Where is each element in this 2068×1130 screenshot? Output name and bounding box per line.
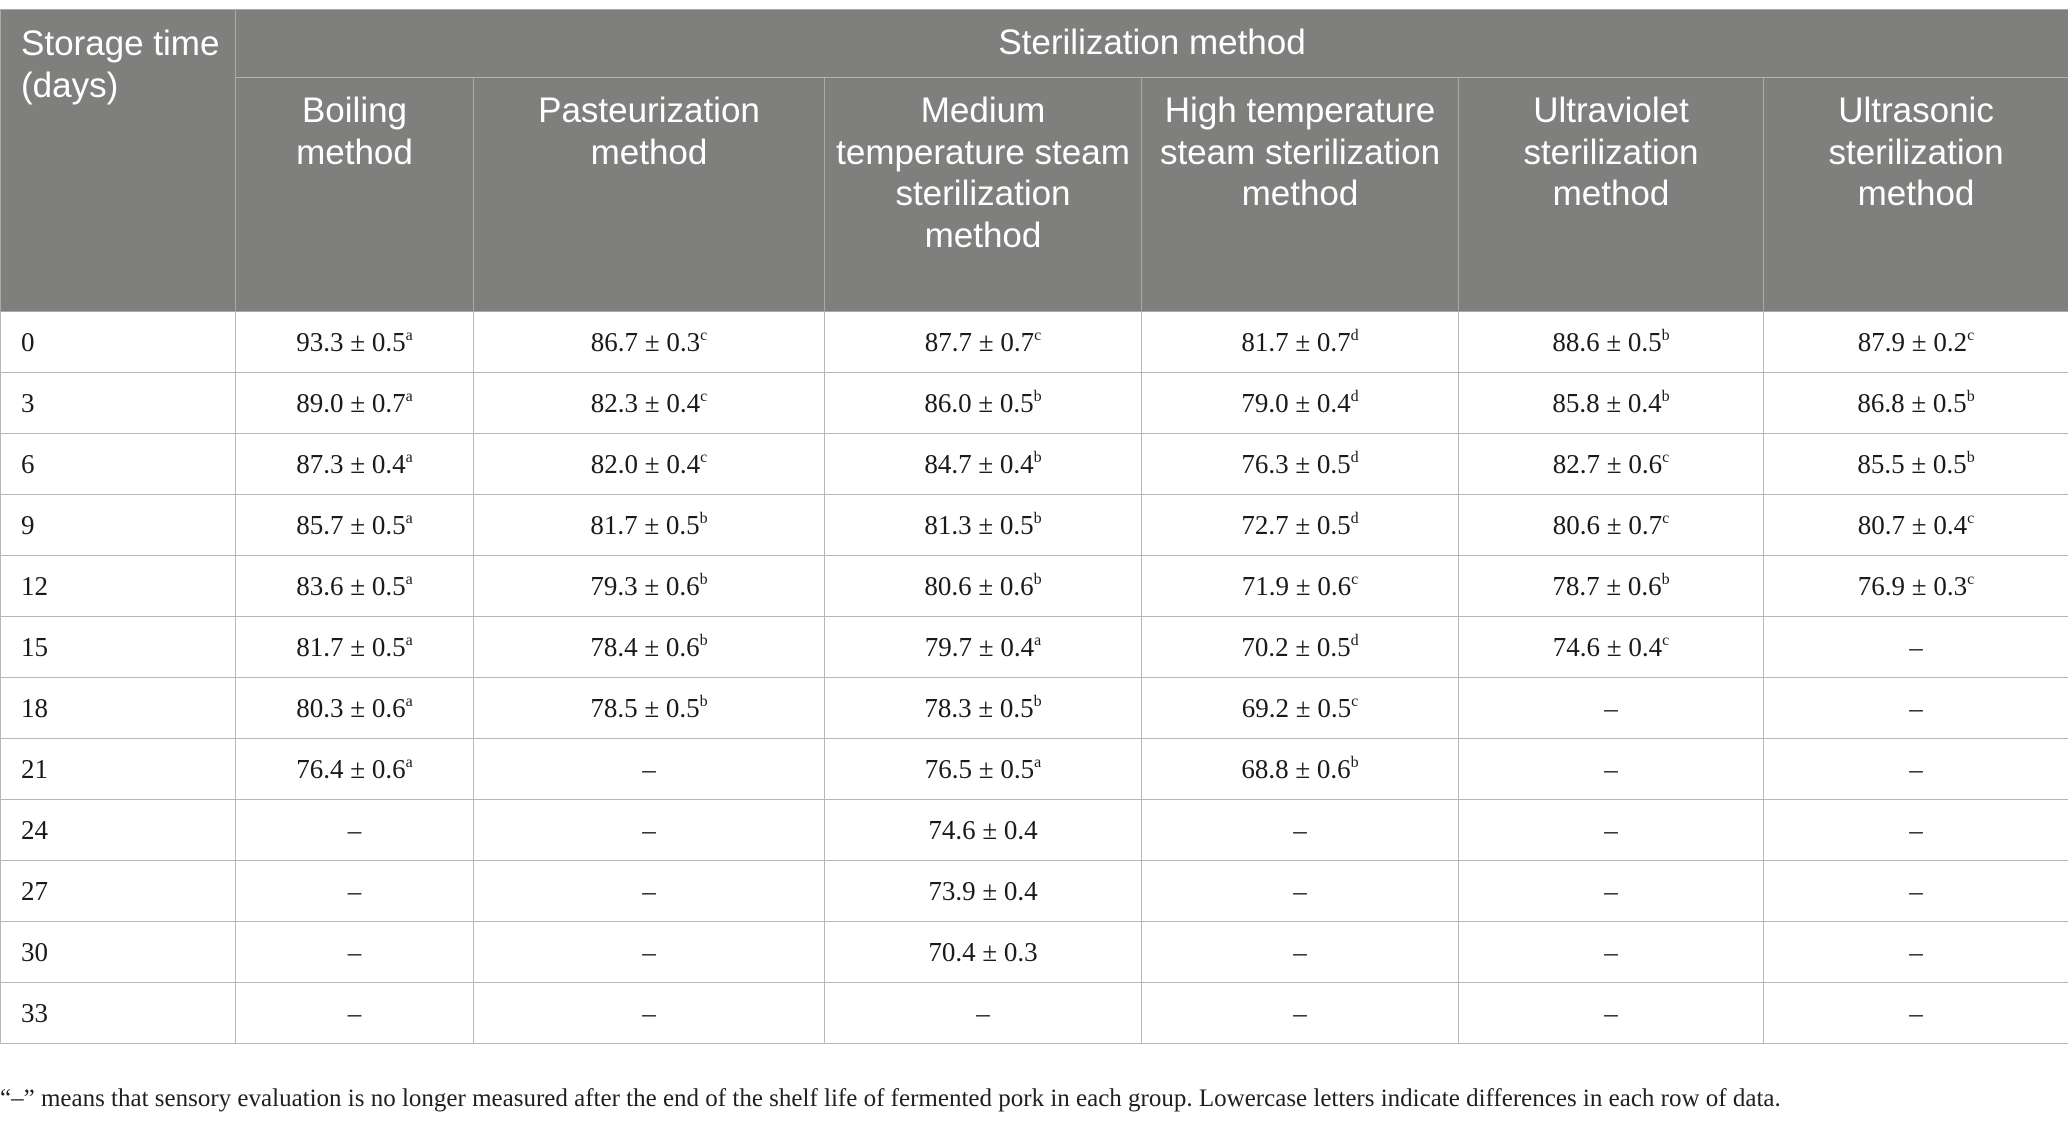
value-cell (1142, 373, 1459, 434)
cell-value: 74.6 ± 0.4 (1552, 631, 1663, 662)
value-cell (1459, 312, 1764, 373)
significance-letter: d (1350, 509, 1359, 527)
significance-letter: d (1350, 326, 1359, 344)
cell-value: 73.9 ± 0.4 (928, 875, 1038, 906)
table-row (1, 800, 2068, 861)
value-cell (236, 556, 474, 617)
significance-letter: b (1966, 387, 1975, 405)
cell-value: – (1293, 997, 1307, 1028)
significance-letter: c (1351, 570, 1359, 588)
table-header (1, 10, 2068, 312)
cell-value: 87.3 ± 0.4 (296, 448, 406, 479)
value-cell (1459, 922, 1764, 983)
cell-value: – (1909, 997, 1923, 1028)
value-cell (474, 678, 825, 739)
significance-letter: b (1033, 570, 1042, 588)
significance-letter: b (1350, 753, 1359, 771)
value-cell (1459, 556, 1764, 617)
value-cell (474, 800, 825, 861)
cell-value: – (347, 814, 362, 845)
value-cell (236, 373, 474, 434)
significance-letter: c (1967, 326, 1975, 344)
storage-day-cell: 12 (1, 556, 236, 617)
value-cell (1459, 373, 1764, 434)
significance-letter: b (1966, 448, 1975, 466)
value-cell (1142, 739, 1459, 800)
cell-value: – (347, 875, 362, 906)
cell-value: – (1293, 875, 1307, 906)
value-cell (1459, 800, 1764, 861)
value-cell (236, 861, 474, 922)
value-cell (1764, 556, 2068, 617)
storage-day-cell: 24 (1, 800, 236, 861)
value-cell (236, 495, 474, 556)
cell-value: 89.0 ± 0.7 (296, 387, 406, 418)
significance-letter: b (699, 631, 708, 649)
value-cell (236, 312, 474, 373)
value-cell (1764, 739, 2068, 800)
table-row (1, 678, 2068, 739)
value-cell (236, 983, 474, 1044)
significance-letter: b (1033, 509, 1042, 527)
value-cell (1764, 434, 2068, 495)
cell-value: – (347, 936, 362, 967)
method-header-pasteurization: Pasteurization method (474, 78, 825, 312)
cell-value: – (347, 997, 362, 1028)
method-header-high-temperature-steam: High temperature steam sterilization method (1142, 78, 1459, 312)
significance-letter: a (1034, 753, 1042, 771)
storage-day-cell: 6 (1, 434, 236, 495)
value-cell (1459, 434, 1764, 495)
cell-value: 81.7 ± 0.7 (1241, 326, 1351, 357)
cell-value: – (1604, 814, 1618, 845)
value-cell (1142, 556, 1459, 617)
value-cell (825, 373, 1142, 434)
significance-letter: c (1967, 509, 1975, 527)
value-cell (1142, 495, 1459, 556)
value-cell (1764, 617, 2068, 678)
cell-value: 86.7 ± 0.3 (590, 326, 701, 357)
value-cell (1764, 312, 2068, 373)
storage-day-cell: 27 (1, 861, 236, 922)
significance-letter: b (699, 570, 708, 588)
method-header-medium-temperature-steam: Medium temperature steam sterilization method (825, 78, 1142, 312)
table-row (1, 434, 2068, 495)
cell-value: 84.7 ± 0.4 (924, 448, 1034, 479)
cell-value: – (1909, 692, 1923, 723)
significance-letter: a (405, 631, 413, 649)
significance-letter: a (405, 753, 413, 771)
cell-value: – (1909, 936, 1923, 967)
cell-value: 82.3 ± 0.4 (590, 387, 701, 418)
value-cell (236, 739, 474, 800)
cell-value: – (1604, 997, 1618, 1028)
cell-value: 78.7 ± 0.6 (1552, 570, 1662, 601)
cell-value: – (642, 997, 656, 1028)
value-cell (825, 861, 1142, 922)
significance-letter: b (1033, 692, 1042, 710)
value-cell (1764, 495, 2068, 556)
sensory-table-container (0, 9, 2068, 1044)
significance-letter: d (1350, 387, 1359, 405)
cell-value: 81.7 ± 0.5 (296, 631, 406, 662)
significance-letter: a (405, 509, 413, 527)
cell-value: 93.3 ± 0.5 (296, 326, 406, 357)
value-cell (474, 556, 825, 617)
table-row (1, 983, 2068, 1044)
significance-letter: a (405, 448, 413, 466)
value-cell (825, 434, 1142, 495)
sterilization-method-group-header: Sterilization method (236, 10, 2068, 78)
cell-value: – (1909, 875, 1923, 906)
value-cell (1142, 922, 1459, 983)
storage-day-cell: 0 (1, 312, 236, 373)
cell-value: 71.9 ± 0.6 (1241, 570, 1352, 601)
value-cell (1459, 861, 1764, 922)
value-cell (1764, 678, 2068, 739)
storage-day-cell: 18 (1, 678, 236, 739)
cell-value: 86.8 ± 0.5 (1857, 387, 1967, 418)
cell-value: 78.5 ± 0.5 (590, 692, 700, 723)
cell-value: – (1293, 936, 1307, 967)
storage-day-cell: 33 (1, 983, 236, 1044)
value-cell (1142, 312, 1459, 373)
value-cell (825, 678, 1142, 739)
value-cell (825, 312, 1142, 373)
cell-value: 69.2 ± 0.5 (1241, 692, 1352, 723)
cell-value: 87.9 ± 0.2 (1857, 326, 1968, 357)
cell-value: – (1909, 753, 1923, 784)
significance-letter: c (700, 448, 708, 466)
cell-value: 78.4 ± 0.6 (590, 631, 700, 662)
value-cell (825, 495, 1142, 556)
cell-value: – (1604, 936, 1618, 967)
value-cell (236, 678, 474, 739)
significance-letter: c (700, 326, 708, 344)
value-cell (825, 739, 1142, 800)
value-cell (474, 312, 825, 373)
cell-value: 82.7 ± 0.6 (1552, 448, 1663, 479)
cell-value: 72.7 ± 0.5 (1241, 509, 1351, 540)
cell-value: 80.7 ± 0.4 (1857, 509, 1968, 540)
cell-value: 76.9 ± 0.3 (1857, 570, 1968, 601)
header-row-group (1, 10, 2068, 78)
significance-letter: d (1350, 448, 1359, 466)
significance-letter: a (405, 387, 413, 405)
cell-value: 81.3 ± 0.5 (924, 509, 1034, 540)
value-cell (474, 922, 825, 983)
cell-value: 85.7 ± 0.5 (296, 509, 406, 540)
value-cell (236, 922, 474, 983)
cell-value: 79.3 ± 0.6 (590, 570, 700, 601)
cell-value: 76.3 ± 0.5 (1241, 448, 1351, 479)
cell-value: 80.6 ± 0.6 (924, 570, 1034, 601)
table-row (1, 373, 2068, 434)
significance-letter: c (1351, 692, 1359, 710)
significance-letter: a (1034, 631, 1042, 649)
value-cell (1142, 434, 1459, 495)
significance-letter: a (405, 570, 413, 588)
cell-value: 83.6 ± 0.5 (296, 570, 406, 601)
cell-value: 88.6 ± 0.5 (1552, 326, 1662, 357)
value-cell (1764, 861, 2068, 922)
value-cell (1764, 983, 2068, 1044)
cell-value: 87.7 ± 0.7 (924, 326, 1035, 357)
value-cell (474, 739, 825, 800)
storage-day-cell: 30 (1, 922, 236, 983)
cell-value: 80.3 ± 0.6 (296, 692, 406, 723)
table-row (1, 312, 2068, 373)
value-cell (474, 373, 825, 434)
header-row-methods (1, 78, 2068, 312)
table-body (1, 312, 2068, 1044)
value-cell (1459, 739, 1764, 800)
cell-value: – (642, 936, 656, 967)
cell-value: – (1909, 631, 1923, 662)
table-footnote: “–” means that sensory evaluation is no longer measured after the end of the shelf life of fermented pork in each group. Lowercase letters indicate differences in each row of data. (0, 1085, 1781, 1112)
significance-letter: c (1662, 509, 1670, 527)
cell-value: 80.6 ± 0.7 (1552, 509, 1663, 540)
cell-value: 82.0 ± 0.4 (590, 448, 701, 479)
cell-value: 81.7 ± 0.5 (590, 509, 700, 540)
value-cell (825, 922, 1142, 983)
method-header-ultrasonic: Ultrasonic sterilization method (1764, 78, 2068, 312)
value-cell (1142, 617, 1459, 678)
value-cell (1459, 983, 1764, 1044)
significance-letter: c (1662, 631, 1670, 649)
storage-day-cell: 9 (1, 495, 236, 556)
value-cell (825, 983, 1142, 1044)
significance-letter: c (1034, 326, 1042, 344)
value-cell (1459, 495, 1764, 556)
value-cell (474, 434, 825, 495)
significance-letter: a (405, 692, 413, 710)
cell-value: 70.2 ± 0.5 (1241, 631, 1351, 662)
significance-letter: b (1661, 326, 1670, 344)
significance-letter: c (700, 387, 708, 405)
table-row (1, 739, 2068, 800)
value-cell (1459, 678, 1764, 739)
cell-value: – (1293, 814, 1307, 845)
cell-value: 79.0 ± 0.4 (1241, 387, 1351, 418)
significance-letter: d (1350, 631, 1359, 649)
value-cell (1142, 800, 1459, 861)
value-cell (474, 617, 825, 678)
significance-letter: b (699, 692, 708, 710)
table-row (1, 617, 2068, 678)
cell-value: – (1604, 875, 1618, 906)
cell-value: – (976, 997, 990, 1028)
value-cell (1459, 617, 1764, 678)
value-cell (236, 617, 474, 678)
cell-value: 85.5 ± 0.5 (1857, 448, 1967, 479)
value-cell (1142, 861, 1459, 922)
value-cell (1764, 800, 2068, 861)
value-cell (474, 983, 825, 1044)
value-cell (474, 495, 825, 556)
value-cell (474, 861, 825, 922)
storage-day-cell: 3 (1, 373, 236, 434)
cell-value: 76.4 ± 0.6 (296, 753, 406, 784)
significance-letter: b (1661, 387, 1670, 405)
sensory-evaluation-table (0, 9, 2068, 1044)
value-cell (1764, 373, 2068, 434)
cell-value: 74.6 ± 0.4 (928, 814, 1038, 845)
cell-value: 68.8 ± 0.6 (1241, 753, 1351, 784)
table-row (1, 861, 2068, 922)
cell-value: – (1909, 814, 1923, 845)
significance-letter: c (1967, 570, 1975, 588)
value-cell (1142, 678, 1459, 739)
storage-time-header: Storage time (days) (1, 10, 236, 312)
significance-letter: b (1661, 570, 1670, 588)
table-row (1, 495, 2068, 556)
cell-value: – (642, 753, 656, 784)
cell-value: 76.5 ± 0.5 (924, 753, 1035, 784)
value-cell (1764, 922, 2068, 983)
significance-letter: a (405, 326, 413, 344)
table-row (1, 556, 2068, 617)
significance-letter: b (699, 509, 708, 527)
significance-letter: b (1033, 387, 1042, 405)
storage-day-cell: 15 (1, 617, 236, 678)
significance-letter: b (1033, 448, 1042, 466)
cell-value: 86.0 ± 0.5 (924, 387, 1034, 418)
value-cell (825, 800, 1142, 861)
value-cell (1142, 983, 1459, 1044)
value-cell (236, 800, 474, 861)
method-header-ultraviolet: Ultraviolet sterilization method (1459, 78, 1764, 312)
storage-day-cell: 21 (1, 739, 236, 800)
cell-value: – (642, 814, 656, 845)
cell-value: – (1604, 753, 1618, 784)
cell-value: – (1604, 692, 1618, 723)
significance-letter: c (1662, 448, 1670, 466)
cell-value: 70.4 ± 0.3 (928, 936, 1038, 967)
cell-value: 79.7 ± 0.4 (924, 631, 1035, 662)
cell-value: 85.8 ± 0.4 (1552, 387, 1662, 418)
method-header-boiling: Boiling method (236, 78, 474, 312)
cell-value: – (642, 875, 656, 906)
value-cell (825, 617, 1142, 678)
table-row (1, 922, 2068, 983)
value-cell (236, 434, 474, 495)
value-cell (825, 556, 1142, 617)
cell-value: 78.3 ± 0.5 (924, 692, 1034, 723)
